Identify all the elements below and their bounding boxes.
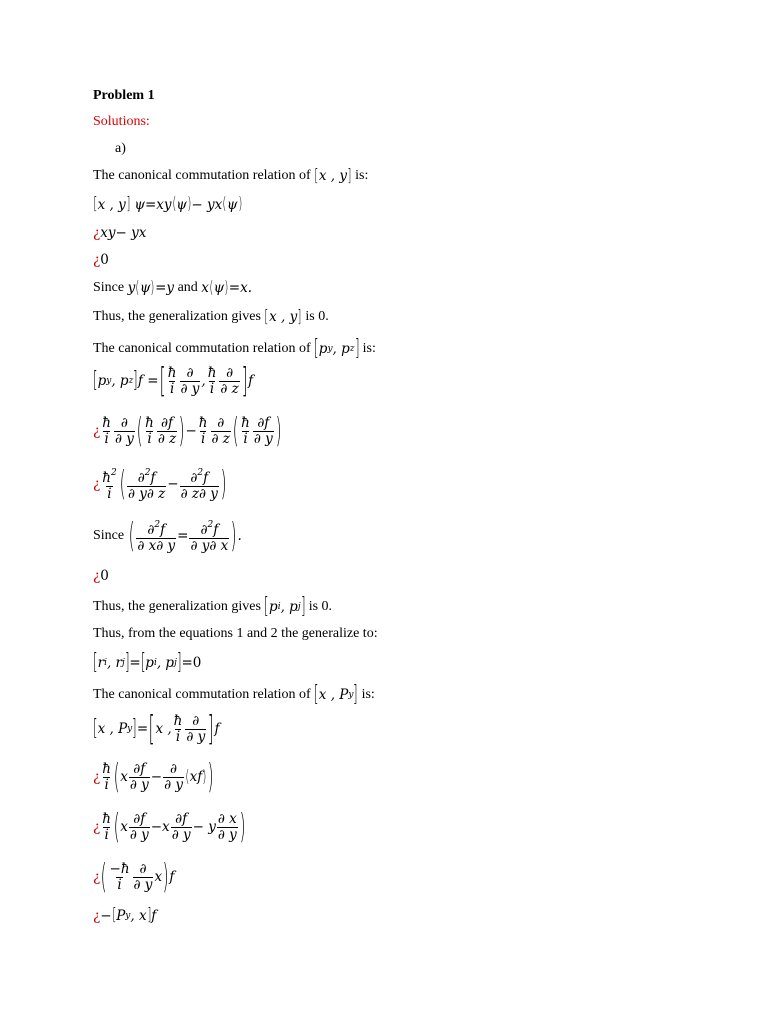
is-zero2-text: is 0. [308,599,333,615]
eq-xPy-5: ¿ − [ P y , x ] f [93,905,157,925]
is-zero-text: is 0. [305,309,329,325]
intro-xPy-text: The canonical commutation relation of [93,687,311,703]
problem-heading: Problem 1 [93,88,155,103]
eq-pypz-2: ¿ $\frac{ħ}{i}$ $\frac{\partial}{\partial y}$ ( $\frac{ħ}{i}$ $\frac{\partial f}{\partial z}$ ) − $\frac{ħ}{i}$ $\frac{\partial}{\partial z}$ ( $\frac{ħ}{i}$ $\frac{\partial f}{\partial y}$ ) [93,411,282,451]
eq-rirj: [ r i , r j ] = [ p i , p j ] = 0 [92,650,202,675]
thus-gen2-text: Thus, the generalization gives [93,599,261,615]
eq-xPy-1: [ x , P y ] = [ x , $\frac{ħ}{i}$ $\frac{\partial}{\partial y}$ ] f [92,709,220,749]
eq-pypz-1: [ p y , p z ] f = [ $\frac{ħ}{i}$ $\frac{\partial}{\partial y}$ , $\frac{ħ}{i}$ $\frac{\partial}{\partial z}$ ] f [92,361,254,401]
and-text: and [177,280,198,296]
is-text-3: is: [361,687,375,703]
since-text: Since [93,280,125,296]
part-label: a) [115,141,126,156]
intro-xy-text: The canonical commutation relation of [93,168,311,184]
eq-pypz-3: ¿ $\frac{ħ^2}{i}$ ( $\frac{\partial^2f}{\partial y\partial z}$ − $\frac{\partial^2f}{\partial z\partial y}$ ) [93,464,227,504]
thus-gen2-line: Thus, the generalization gives [ p i , p j ] is 0. [93,594,333,619]
eq-xy-3: ¿0 [93,252,109,268]
thus-from-line: Thus, from the equations 1 and 2 the generalize to: [93,626,378,641]
is-text-2: is: [362,341,376,357]
since2-text: Since [93,528,125,543]
intro-xy-line [93,167,368,185]
eq-xy-1: [ x , y ] ψ=xy ( ψ ) − yx ( ψ ) [93,194,242,214]
intro-xPy-line: The canonical commutation relation of [ x , P y ] is: [93,682,375,707]
eq-xy-2: ¿xy− yx [93,225,147,241]
solutions-label: Solutions: [93,114,150,129]
intro-pypz-line: The canonical commutation relation of [ p y , p z ] is: [93,336,376,361]
since-line: Since y ( ψ ) =y and x ( ψ ) =x. [93,277,253,298]
eq-zero-2: ¿0 [93,568,109,584]
since2-line: Since ( $\frac{\partial^2f}{\partial x\partial y}$ = $\frac{\partial^2f}{\partial y\partial x}$ ) . [93,516,242,556]
eq-xPy-3: ¿ $\frac{ħ}{i}$ ( x $\frac{\partial f}{\partial y}$ −x $\frac{\partial f}{\partial y}$ − y $\frac{\partial x}{\partial y}$ ) [93,807,246,847]
eq-xPy-2: ¿ $\frac{ħ}{i}$ ( x $\frac{\partial f}{\partial y}$ − $\frac{\partial}{\partial y}$ ( xf ) ) [93,757,214,797]
eq-xPy-4: ¿ ( $\frac{-ħ}{i}$ $\frac{\partial}{\partial y}$ x ) f [93,857,175,897]
intro-pypz-text: The canonical commutation relation of [93,341,311,357]
math-xy: [ x , y ] [314,165,352,186]
is-text: is: [355,168,369,184]
thus-gen-line: Thus, the generalization gives [ x , y ] is 0. [93,306,329,327]
thus-gen-text: Thus, the generalization gives [93,309,261,325]
